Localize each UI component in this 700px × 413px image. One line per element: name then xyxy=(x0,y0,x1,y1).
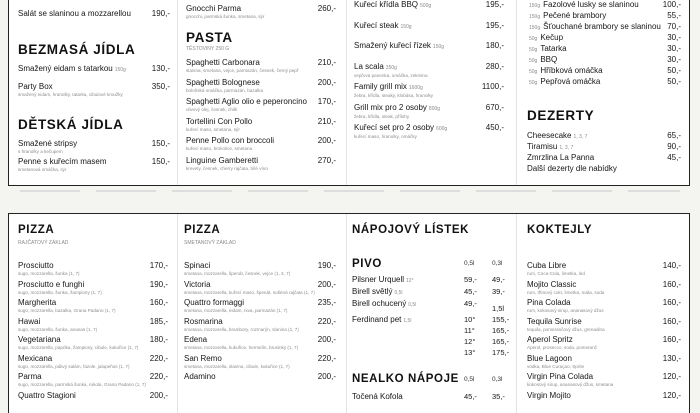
menu-item xyxy=(354,123,504,140)
item-name: Mexicana xyxy=(18,353,53,363)
column-header-03: 0,3l xyxy=(492,260,503,267)
item-description: olivový olej, česnek, chilli xyxy=(186,107,238,112)
menu-item xyxy=(354,0,504,11)
item-name: Mojito Classic xyxy=(527,279,577,289)
item-price: 210,- xyxy=(317,58,336,67)
item-description: smetana, mozzarella, kuřecí maso, špenát, sušená rajčata (1, 7) xyxy=(184,289,315,295)
item-description: tequila, pomerančový džus, grenadina xyxy=(527,326,605,332)
menu-item xyxy=(184,372,336,382)
section-title-dezerty: DEZERTY xyxy=(527,108,595,123)
section-title-nealko: NEALKO NÁPOJE xyxy=(352,373,459,385)
menu-column-pizza-tomato xyxy=(18,214,168,413)
item-price: 260,- xyxy=(317,4,336,13)
drink-name xyxy=(352,287,403,296)
menu-column-koktejly xyxy=(527,214,681,413)
menu-item xyxy=(18,261,168,277)
item-price: 160,- xyxy=(662,335,681,344)
item-weight: 600g xyxy=(436,126,448,132)
item-name: Quattro formaggi xyxy=(184,298,245,307)
item-name: Tiramisu xyxy=(527,142,558,151)
drink-price-03: 165,- xyxy=(492,326,510,335)
section-title-koktejly: KOKTEJLY xyxy=(527,224,593,236)
drink-price-03: 39,- xyxy=(492,287,505,296)
item-description: gnocchi, parmská šunka, smetana, sýr xyxy=(186,14,265,19)
item-description: žebra, křídla, steak, přílohy xyxy=(354,113,410,119)
item-price: 130,- xyxy=(662,353,681,363)
menu-column-pizza-cream xyxy=(184,214,336,413)
item-name: Prosciutto xyxy=(18,261,54,270)
drink-name-text: Birell světlý xyxy=(352,287,393,296)
item-weight: 50g xyxy=(529,36,538,42)
item-price: 100,- xyxy=(662,0,681,9)
item-description: smetana, mozzarella, brambory, rozmarýn, slanina (1, 7) xyxy=(184,326,299,332)
item-price: 70,- xyxy=(667,22,681,31)
section-title-detska: DĚTSKÁ JÍDLA xyxy=(18,117,124,132)
item-description: sugo, mozzarella, bazalka, Grana Padano (1, 7) xyxy=(18,308,116,313)
drink-row xyxy=(352,348,510,358)
menu-item xyxy=(18,335,168,351)
item-description: krevety, česnek, cherry rajčata, bílé víno xyxy=(186,165,268,171)
drink-row xyxy=(352,287,504,297)
item-price: 235,- xyxy=(317,298,336,307)
item-price: 160,- xyxy=(662,316,681,326)
item-price: 200,- xyxy=(317,372,336,381)
drink-price-05: 11° xyxy=(464,326,475,335)
section-title-pasta: PASTA xyxy=(186,30,233,45)
item-weight: 50g xyxy=(529,58,538,64)
menu-item xyxy=(18,139,170,155)
item-description: vepřová panenka, omáčka, zelenina xyxy=(354,72,428,78)
menu-column-prilohy xyxy=(527,0,681,185)
menu-panel-bottom xyxy=(8,213,690,413)
item-weight: 150g xyxy=(432,44,445,50)
item-price: 185,- xyxy=(149,316,168,326)
item-price: 200,- xyxy=(149,390,168,400)
item-description: kokosový sirup, ananasový džus, smetana xyxy=(527,382,614,387)
item-name: Spinaci xyxy=(184,261,211,270)
item-weight: 150g xyxy=(529,14,541,20)
item-description: sugo, mozzarella, parmská šunka, rukola, Grana Padano (1, 7) xyxy=(18,382,146,387)
menu-item xyxy=(527,280,681,296)
menu-item xyxy=(527,153,681,163)
item-name: Tatarka xyxy=(540,44,567,53)
item-price: 140,- xyxy=(662,261,681,270)
item-name: Margherita xyxy=(18,298,57,307)
item-name: Parma xyxy=(18,372,42,381)
column-divider xyxy=(177,0,178,185)
item-weight: 150g xyxy=(529,3,541,9)
item-description: kuřecí maso, brokolice, smetana xyxy=(186,146,253,151)
section-subtitle: TĚSTOVINY 250 G xyxy=(186,46,230,52)
menu-item xyxy=(354,62,504,79)
menu-item xyxy=(186,4,336,20)
menu-item xyxy=(354,41,504,52)
menu-item xyxy=(527,261,681,277)
section-title-bezmasa: BEZMASÁ JÍDLA xyxy=(18,42,136,57)
drink-volume: 0,5l xyxy=(394,290,403,296)
menu-item xyxy=(184,298,336,314)
menu-column-grill xyxy=(354,0,504,185)
item-name: Smažený kuřecí řízek xyxy=(354,41,431,50)
item-price: 170,- xyxy=(149,261,168,270)
drink-price-05: 10° xyxy=(464,315,476,324)
item-name: San Remo xyxy=(184,353,222,363)
section-subtitle: RAJČATOVÝ ZÁKLAD xyxy=(18,240,69,246)
item-price: 50,- xyxy=(667,66,681,75)
item-name: Tortellini Con Pollo xyxy=(186,116,253,126)
drink-price-05: 59,- xyxy=(464,275,477,284)
item-description: slanina, smetana, vejce, parmazán, česnek, černý pepř xyxy=(186,68,299,73)
item-description: sugo, mozzarella, šunka, ananas (1, 7) xyxy=(18,326,98,332)
menu-item xyxy=(18,157,170,173)
item-price: 350,- xyxy=(151,82,170,91)
item-price: 65,- xyxy=(667,131,681,140)
item-price: 220,- xyxy=(317,316,336,326)
item-name: Gnocchi Parma xyxy=(186,4,242,13)
menu-item xyxy=(527,164,681,174)
drink-price-03: 35,- xyxy=(492,392,505,401)
item-name: Tequila Sunrise xyxy=(527,316,582,326)
menu-item xyxy=(527,142,681,153)
menu-item xyxy=(527,44,681,55)
menu-item xyxy=(527,11,681,22)
item-price: 30,- xyxy=(667,44,681,53)
item-price: 180,- xyxy=(149,335,168,344)
menu-item xyxy=(18,64,170,75)
menu-item xyxy=(18,82,170,98)
section-title-pivo: PIVO xyxy=(352,258,382,270)
item-name: Smažený eidam s tatarkou xyxy=(18,64,113,73)
item-price: 170,- xyxy=(317,97,336,106)
item-price: 450,- xyxy=(485,123,504,132)
item-name: Prosciutto e funghi xyxy=(18,279,85,289)
section-title-pizza: PIZZA xyxy=(18,224,55,236)
item-name: Family grill mix xyxy=(354,82,407,91)
menu-item xyxy=(527,22,681,33)
menu-item xyxy=(184,335,336,351)
item-description: kuřecí maso, smetana, sýr xyxy=(186,126,240,132)
item-description: žebra, křídla, steaky, klobása, hranolky xyxy=(354,93,434,98)
item-description: sugo, mozzarella, šunka, žampiony (1, 7) xyxy=(18,289,102,295)
column-header-05: 0,5l xyxy=(464,260,475,267)
item-name: Kečup xyxy=(540,33,564,42)
item-price: 55,- xyxy=(667,11,681,20)
item-name: Penne Pollo con broccoli xyxy=(186,136,275,145)
column-divider xyxy=(516,0,517,185)
menu-item xyxy=(354,103,504,120)
item-price: 30,- xyxy=(667,33,681,42)
item-name: Grill mix pro 2 osoby xyxy=(354,102,427,112)
item-name: Aperol Spritz xyxy=(527,335,573,344)
item-price: 150,- xyxy=(151,139,170,148)
item-description: smetana, mozzarella, slanina, cibule, kukuřice (1, 7) xyxy=(184,363,290,369)
column-divider xyxy=(346,0,347,185)
item-price: 220,- xyxy=(149,372,168,381)
item-name: Victoria xyxy=(184,279,211,289)
item-name: Linguine Gamberetti xyxy=(186,155,259,165)
item-name: Virgin Mojito xyxy=(527,390,571,400)
item-name: Hříbková omáčka xyxy=(540,66,603,75)
item-price: 120,- xyxy=(662,372,681,381)
item-price: 180,- xyxy=(485,41,504,50)
item-name: Virgin Pina Colada xyxy=(527,372,594,381)
drink-price-05: 45,- xyxy=(464,287,477,296)
menu-item xyxy=(184,354,336,370)
item-description: Aperol, prosecco, soda, pomeranč xyxy=(527,345,597,350)
item-name: Smažené stripsy xyxy=(18,139,78,148)
drink-name-text: Ferdinand pet xyxy=(352,315,402,324)
item-price: 280,- xyxy=(485,61,504,71)
menu-item xyxy=(527,372,681,388)
item-name: Rosmarina xyxy=(184,316,223,326)
drink-name-text: Pilsner Urquell xyxy=(352,275,405,284)
item-name: Kuřecí steak xyxy=(354,20,399,30)
menu-item xyxy=(18,317,168,333)
menu-panel-top xyxy=(8,0,690,186)
column-divider xyxy=(346,214,347,413)
item-price: 200,- xyxy=(317,136,336,145)
item-price: 190,- xyxy=(317,261,336,270)
menu-item xyxy=(18,9,170,19)
item-description: smetana, mozzarella, kukuřice, hermelín, brusinky (1, 7) xyxy=(184,345,299,350)
item-price: 210,- xyxy=(317,116,336,126)
item-weight: 800g xyxy=(428,105,441,112)
menu-item xyxy=(527,335,681,351)
menu-item xyxy=(527,317,681,333)
item-description: smažený eidam, hranolky, tatarka, cibulové kroužky xyxy=(18,92,123,97)
menu-item xyxy=(186,58,336,74)
drink-volume: 0,5l xyxy=(408,302,417,308)
item-name: BBQ xyxy=(540,55,558,64)
drink-row xyxy=(352,337,510,347)
item-description: sugo, mozzarella, šunka (1, 7) xyxy=(18,271,80,276)
drink-row xyxy=(352,392,504,402)
column-divider xyxy=(516,214,517,413)
drink-price-05: 12° xyxy=(464,337,476,346)
item-weight: 50g xyxy=(529,69,538,75)
item-description: rum, kokosový sirup, ananasový džus xyxy=(527,308,604,313)
drink-price-03: 155,- xyxy=(492,315,510,324)
item-name: Šťouchané brambory se slaninou xyxy=(543,22,661,31)
item-price: 220,- xyxy=(149,353,168,363)
item-name: Vegetariana xyxy=(18,335,61,344)
menu-item xyxy=(354,82,504,99)
item-weight: 150g xyxy=(529,25,541,31)
menu-item xyxy=(18,391,168,401)
item-name: Zmrzlina La Panna xyxy=(527,153,595,162)
menu-item xyxy=(186,117,336,133)
item-name: Pečené brambory xyxy=(543,11,607,20)
menu-item xyxy=(186,97,336,113)
section-title-pizza: PIZZA xyxy=(184,224,221,236)
item-name: Cheesecake xyxy=(527,131,572,140)
item-price: 50,- xyxy=(667,77,681,86)
item-name: Edena xyxy=(184,335,208,344)
item-name: Cuba Libre xyxy=(527,261,567,270)
item-weight: 150g xyxy=(114,67,126,73)
drink-name xyxy=(352,275,414,284)
item-name: Penne s kuřecím masem xyxy=(18,157,107,166)
item-price: 200,- xyxy=(317,77,336,87)
item-price: 200,- xyxy=(317,279,336,289)
drink-price-03: 175,- xyxy=(492,348,510,357)
menu-item xyxy=(184,317,336,333)
item-name: Hawai xyxy=(18,316,41,326)
menu-item xyxy=(527,55,681,66)
item-name: La scala xyxy=(354,61,384,71)
menu-item xyxy=(527,77,681,88)
item-weight: 150g xyxy=(400,23,412,30)
menu-column-drinks xyxy=(352,214,510,413)
item-description: rum, třtinový cukr, limetka, máta, soda xyxy=(527,289,605,295)
item-name: Spaghetti Aglio olio e peperoncino xyxy=(186,97,307,106)
item-name: Další dezerty dle nabídky xyxy=(527,164,617,173)
item-price: 670,- xyxy=(485,102,504,112)
section-subtitle: SMETANOVÝ ZÁKLAD xyxy=(184,240,236,246)
column-header-05: 0,5l xyxy=(464,376,475,383)
drink-price-05: 45,- xyxy=(464,392,477,401)
menu-item xyxy=(18,354,168,370)
menu-item xyxy=(18,298,168,314)
column-divider xyxy=(177,214,178,413)
menu-item xyxy=(186,78,336,94)
drink-name xyxy=(352,315,411,324)
item-name: Kuřecí set pro 2 osoby xyxy=(354,123,435,132)
drink-row xyxy=(352,275,504,285)
item-weight: 1600g xyxy=(408,85,423,91)
item-description: vodka, Blue Curaçao, Sprite xyxy=(527,363,585,369)
drink-volume: 12° xyxy=(406,278,414,284)
item-description: sugo, mozzarella, paprika, žampiony, cibule, kukuřice (1, 7) xyxy=(18,345,139,350)
item-price: 160,- xyxy=(662,279,681,289)
menu-column-pasta xyxy=(186,0,336,185)
item-name: Kuřecí křídla BBQ xyxy=(354,0,419,9)
item-description: sugo, mozzarella, pálivý salám, fazole, jalapeños (1, 7) xyxy=(18,363,130,369)
menu-item xyxy=(184,280,336,296)
item-price: 270,- xyxy=(317,155,336,165)
menu-item xyxy=(527,66,681,77)
item-name: Party Box xyxy=(18,82,53,91)
drink-price-05: 49,- xyxy=(464,299,477,308)
item-weight: 1, 3, 7 xyxy=(559,145,574,151)
item-price: 195,- xyxy=(485,0,504,9)
menu-item xyxy=(186,136,336,152)
menu-item xyxy=(184,261,336,277)
item-name: Blue Lagoon xyxy=(527,353,572,363)
item-description: smetana, mozzarella, eidam, niva, parmazán (1, 7) xyxy=(184,308,288,313)
item-price: 190,- xyxy=(151,9,170,18)
item-name: Pepřová omáčka xyxy=(540,77,601,86)
menu-item xyxy=(18,280,168,296)
item-name: Spaghetti Carbonara xyxy=(186,58,260,67)
drink-name: Točená Kofola xyxy=(352,392,403,401)
item-weight: 50g xyxy=(529,47,538,53)
item-description: smetanová omáčka, sýr xyxy=(18,167,67,172)
item-name: Salát se slaninou a mozzarellou xyxy=(18,9,131,18)
menu-item xyxy=(527,391,681,401)
item-description: s hranolky a kečupem xyxy=(18,149,63,154)
item-name: Pina Colada xyxy=(527,298,571,307)
item-name: Spaghetti Bolognese xyxy=(186,77,260,87)
item-price: 150,- xyxy=(151,157,170,166)
item-weight: 1, 3, 7 xyxy=(573,134,588,140)
drink-row xyxy=(352,315,510,325)
background-page-edge xyxy=(20,190,680,192)
drink-price-03: 49,- xyxy=(492,275,505,284)
drink-name-text: Birell ochucený xyxy=(352,299,407,308)
item-name: Quattro Stagioni xyxy=(18,390,76,400)
item-price: 120,- xyxy=(662,390,681,400)
menu-item xyxy=(18,372,168,388)
menu-item xyxy=(527,354,681,370)
item-price: 30,- xyxy=(667,55,681,64)
item-weight: 50g xyxy=(529,80,538,86)
column-header-03: 0,3l xyxy=(492,376,503,383)
item-weight: 350g xyxy=(385,64,397,71)
item-price: 195,- xyxy=(485,20,504,30)
menu-column-bezmasa xyxy=(18,0,170,185)
menu-item xyxy=(527,33,681,44)
menu-item xyxy=(527,0,681,11)
drink-row xyxy=(352,304,504,314)
drink-price-03: 165,- xyxy=(492,337,510,346)
menu-item xyxy=(354,21,504,32)
section-title-drinks: NÁPOJOVÝ LÍSTEK xyxy=(352,224,469,236)
drink-volume: 1,5l xyxy=(403,318,412,324)
item-price: 220,- xyxy=(317,353,336,363)
item-price: 90,- xyxy=(667,142,681,151)
item-price: 160,- xyxy=(149,298,168,307)
item-weight: 500g xyxy=(420,3,432,9)
item-price: 200,- xyxy=(317,335,336,344)
menu-item xyxy=(527,298,681,314)
menu-item xyxy=(527,131,681,142)
item-name: Fazolové lusky se slaninou xyxy=(543,0,639,9)
item-price: 1100,- xyxy=(481,82,504,91)
item-name: Adamino xyxy=(184,372,216,381)
item-description: rum, Coca-Cola, limetka, led xyxy=(527,271,585,276)
item-price: 190,- xyxy=(149,279,168,289)
item-price: 45,- xyxy=(667,153,681,162)
item-price: 160,- xyxy=(662,298,681,307)
item-description: smetana, mozzarella, špenát, česnek, vejce (1, 3, 7) xyxy=(184,271,291,276)
item-description: boloňská omáčka, parmazán, bazalka xyxy=(186,87,264,93)
drink-price-05: 13° xyxy=(464,348,476,357)
item-description: kuřecí maso, hranolky, omáčky xyxy=(354,134,417,139)
menu-item xyxy=(186,156,336,172)
drink-row xyxy=(352,326,510,336)
item-price: 130,- xyxy=(151,64,170,73)
drink-price-03: 1,5l xyxy=(492,304,505,313)
